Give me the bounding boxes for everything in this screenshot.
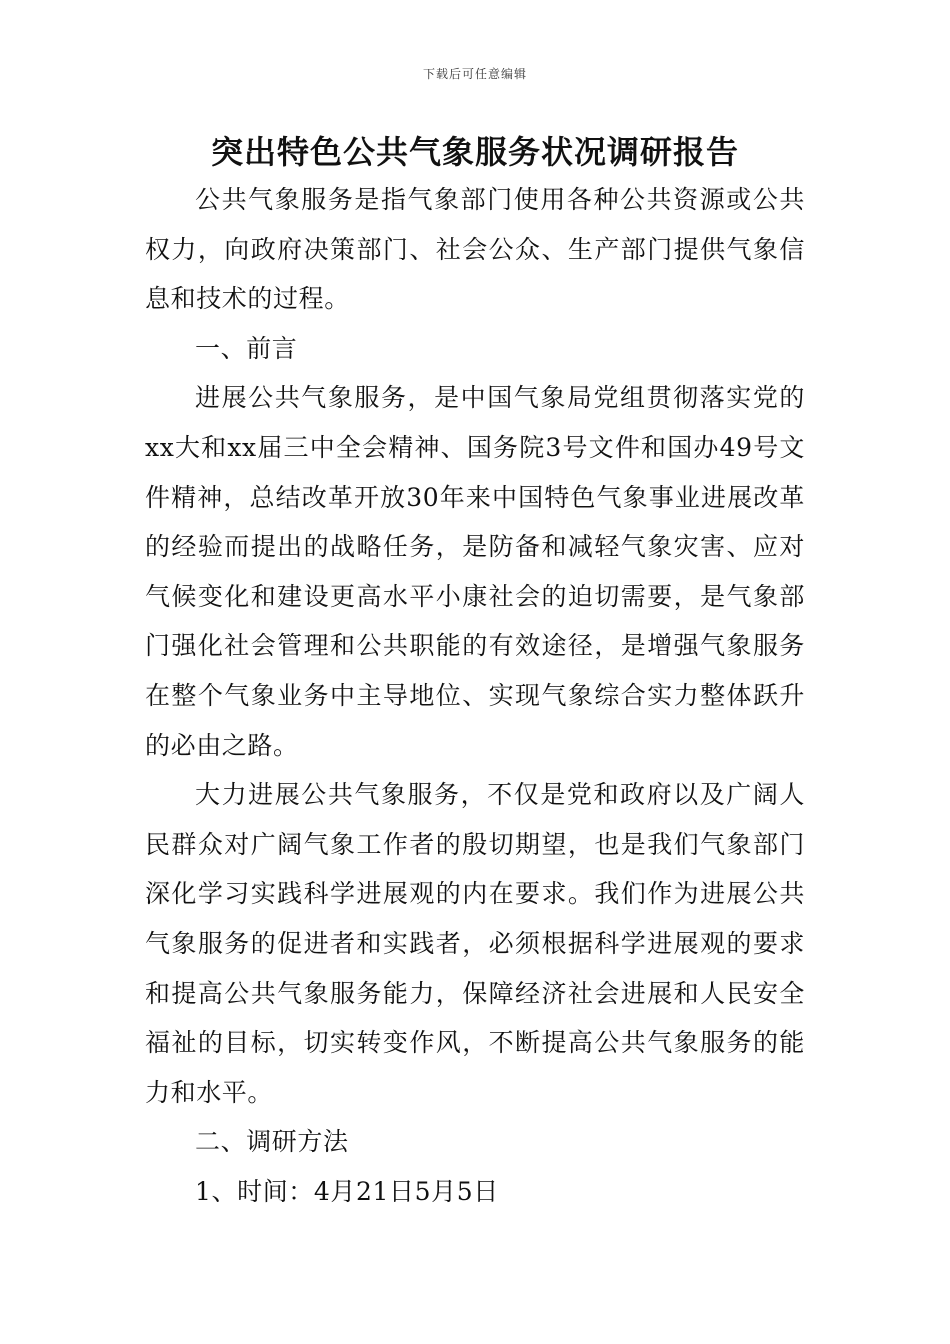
document-title: 突出特色公共气象服务状况调研报告 — [210, 133, 739, 171]
section-heading-preface: 一、前言 — [195, 333, 298, 363]
document-body — [145, 175, 805, 1216]
paragraph-intro: 公共气象服务是指气象部门使用各种公共资源或公共权力，向政府决策部门、社会公众、生产部门提供气象信息和技术的过程。 — [145, 185, 805, 314]
paragraph-importance: 大力进展公共气象服务，不仅是党和政府以及广阔人民群众对广阔气象工作者的殷切期望，也是我们气象部门深化学习实践科学进展观的内在要求。我们作为进展公共气象服务的促进者和实践者，必须根据科学进展观的要求和提高公共气象服务能力，保障经济社会进展和人民安全福祉的目标，切实转变作风，不断提高公共气象服务的能力和水平。 — [145, 780, 805, 1107]
header-note: 下载后可任意编辑 — [422, 67, 527, 81]
section-heading-method: 二、调研方法 — [195, 1127, 349, 1157]
paragraph-time: 1、时间：4月21日5月5日 — [195, 1176, 499, 1206]
paragraph-preface: 进展公共气象服务，是中国气象局党组贯彻落实党的xx大和xx届三中全会精神、国务院3号文件和国办49号文件精神，总结改革开放30年来中国特色气象事业进展改革的经验而提出的战略任务，是防备和减轻气象灾害、应对气候变化和建设更高水平小康社会的迫切需要，是气象部门强化社会管理和公共职能的有效途径，是增强气象服务在整个气象业务中主导地位、实现气象综合实力整体跃升的必由之路。 — [145, 383, 805, 760]
